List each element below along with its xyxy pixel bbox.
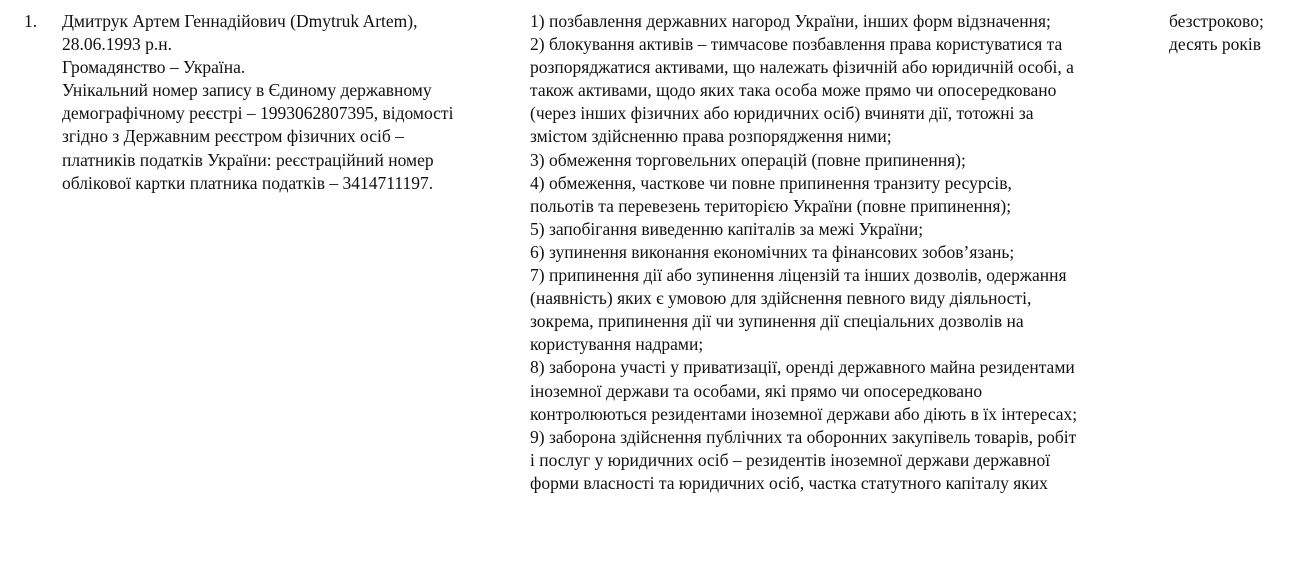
measure-line: 4) обмеження, часткове чи повне припинення транзиту ресурсів,: [530, 172, 1012, 193]
sanction-table-row: [0, 10, 1298, 568]
measure-line: польотів та перевезень територією України (повне припинення);: [530, 195, 1012, 216]
measure-line: (наявність) яких є умовою для здійснення певного виду діяльності,: [530, 288, 1032, 309]
measure-line: і послуг у юридичних осіб – резидентів іноземної держави державної: [530, 449, 1051, 470]
person-citizenship-line: Громадянство – Україна.: [62, 57, 246, 78]
measure-line: (через інших фізичних або юридичних осіб) вчиняти дії, тотожні за: [530, 103, 1034, 124]
measure-line: 8) заборона участі у приватизації, оренді державного майна резидентами: [530, 357, 1075, 378]
measure-line: 5) запобігання виведенню капіталів за межі України;: [530, 218, 924, 239]
measure-line: розпоряджатися активами, що належать фізичній або юридичній особі, а: [530, 57, 1074, 78]
sanction-measures-cell: [530, 10, 1162, 495]
person-tax-line: облікової картки платника податків – 3414711197.: [62, 172, 434, 193]
measure-line: 2) блокування активів – тимчасове позбавлення права користуватися та: [530, 34, 1063, 55]
term-line: безстроково;: [1169, 11, 1264, 31]
measure-line: користування надрами;: [530, 334, 704, 355]
measure-line: 7) припинення дії або зупинення ліцензій та інших дозволів, одержання: [530, 265, 1067, 286]
measure-line: 3) обмеження торговельних операцій (повне припинення);: [530, 149, 966, 170]
measure-line: змістом здійсненню права розпорядження ними;: [530, 126, 892, 147]
person-registry-line: демографічному реєстрі – 1993062807395, відомості: [62, 103, 454, 124]
measure-line: зокрема, припинення дії чи зупинення дії спеціальних дозволів на: [530, 311, 1024, 332]
measure-line: 9) заборона здійснення публічних та оборонних закупівель товарів, робіт: [530, 426, 1077, 447]
row-number: 1.: [24, 11, 38, 31]
person-birthdate-line: 28.06.1993 р.н.: [62, 34, 172, 55]
measure-line: 1) позбавлення державних нагород України, інших форм відзначення;: [530, 11, 1051, 31]
measure-line: 6) зупинення виконання економічних та фінансових зобов’язань;: [530, 241, 1015, 262]
measure-line: контролюються резидентами іноземної держави або діють в їх інтересах;: [530, 403, 1078, 424]
person-tax-line: платників податків України: реєстраційний номер: [62, 149, 434, 170]
person-registry-line: Унікальний номер запису в Єдиному державному: [62, 80, 432, 101]
person-details-cell: [62, 10, 522, 195]
measure-line: іноземної держави та особами, які прямо чи опосередковано: [530, 380, 983, 401]
term-line: десять років: [1169, 34, 1262, 55]
person-name-line: Дмитрук Артем Геннадійович (Dmytruk Artem),: [62, 11, 418, 31]
measure-line: форми власності та юридичних осіб, частка статутного капіталу яких: [530, 472, 1048, 493]
sanction-term-cell: [1169, 10, 1295, 56]
person-registry-line: згідно з Державним реєстром фізичних осіб –: [62, 126, 404, 147]
measure-line: також активами, щодо яких така особа може прямо чи опосередковано: [530, 80, 1057, 101]
